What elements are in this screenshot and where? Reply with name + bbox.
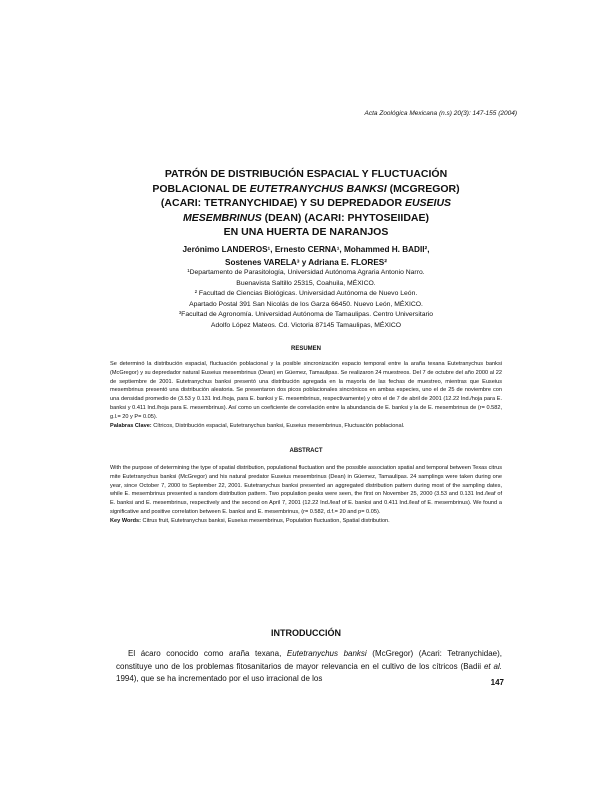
resumen-keywords: Palabras Clave: Cítricos, Distribución espacial, Eutetranychus banksi, Euseius mesembrinus, Fluctuación poblacional. xyxy=(110,422,405,429)
resumen-heading: RESUMEN xyxy=(290,346,321,352)
abstract-text: With the purpose of determining the type of spatial distribution, populational fluctuation and the possible association spatial and temporal between Texas citrus mite Eutetranychus banksi (McGregor) and his natural predator Euseius mesembrinus (Dean) in Güemez, Tamaulipas. 24 samplings were taken during one year, since October 7, 2000 to September 22, 2001. Eutetranychus banksi presented an aggregated distribution pattern during most of the sampling dates, while E. mesembrinus presented a random distribution pattern. Two population peaks were seen, the first on November 25, 2000 (3.53 and 0.131 Ind./leaf of E. banksi and E. mesembrinus, respectively and the second on April 7, 2001 (12.22 Ind./leaf of E. banksi and 0.411 Ind./leaf of E. mesembrinus). We found a significative and positive correlation between E. banksi and E. mesembrinus, (r= 0.582, d.f.= 20 and p= 0.05). xyxy=(110,465,502,515)
page-number: 147 xyxy=(490,678,504,687)
resumen-body xyxy=(110,360,502,430)
title-line-4: MESEMBRINUS (DEAN) (ACARI: PHYTOSEIIDAE) xyxy=(183,211,429,224)
affiliation-line: ² Facultad de Ciencias Biológicas. Universidad Autónoma de Nuevo León. xyxy=(194,290,418,298)
affiliation-line: Buenavista Saltillo 25315, Coahuila, MÉXICO. xyxy=(236,279,376,287)
authors-line-2: Sostenes VARELA³ y Adriana E. FLORES² xyxy=(225,258,387,267)
affiliation-line: Apartado Postal 391 San Nicolás de los Garza 66450. Nuevo León, MÉXICO. xyxy=(189,300,423,308)
title-line-3: (ACARI: TETRANYCHIDAE) Y SU DEPREDADOR EUSEIUS xyxy=(160,197,452,209)
affiliation-line: ¹Departamento de Parasitología, Universidad Autónoma Agraria Antonio Narro. xyxy=(187,269,425,276)
journal-citation: Acta Zoológica Mexicana (n.s) 20(3): 147-155 (2004) xyxy=(364,110,517,117)
resumen-text: Se determinó la distribución espacial, fluctuación poblacional y la posible sincronización espacio temporal entre la araña texana Eutetranychus banksi (McGregor) y su depredador natural Euseius mesembrinus (Dean) en Güemez, Tamaulipas. Se realizaron 24 muestreos. Del 7 de octubre del año 2000 al 22 de septiembre de 2001. Eutetranychus banksi presentó una distribución agregada en la mayoría de las fechas de muestreo, mientras que Euseius mesembrinus presentó una distribución aleatoria. Se presentaron dos picos poblacionales sincrónicos en ambas especies, uno el de 25 de noviembre con una densidad promedio de (3.53 y 0.131 Ind./hoja, para E. banksi y E. mesembrinus, respectivamente) y otro el de 7 de abril de 2001 (12.22 Ind./hoja para E. banksi y 0.411 Ind./hoja para E. mesembrinus). Así como un coeficiente de correlación entre la abundancia de E. banksi y la de E. mesembrinus de (r= 0.582, g.l.= 20 y P= 0.05). xyxy=(110,361,502,420)
paper-title xyxy=(100,167,512,240)
authors-line-1: Jerónimo LANDEROS¹, Ernesto CERNA¹, Mohammed H. BADII², xyxy=(182,245,430,254)
abstract-keywords: Key Words: Citrus fruit, Eutetranychus banksi, Euseius mesembrinus, Population fluctuation, Spatial distribution. xyxy=(110,517,390,524)
affiliation-line: ³Facultad de Agronomía. Universidad Autónoma de Tamaulipas. Centro Universitario xyxy=(178,311,434,319)
intro-paragraph: El ácaro conocido como araña texana, Eutetranychus banksi (McGregor) (Acari: Tetranychidae), constituye uno de los problemas fitosanitarios de mayor relevancia en el cultivo de los cítricos (Badii et al. 1994), que se ha incrementado por el uso irracional de los xyxy=(116,649,503,683)
title-line-2: POBLACIONAL DE EUTETRANYCHUS BANKSI (MCGREGOR) xyxy=(152,182,460,195)
title-line-5: EN UNA HUERTA DE NARANJOS xyxy=(223,226,389,238)
author-list xyxy=(100,243,512,269)
affiliation-line: Adolfo López Mateos. Cd. Victoria 87145 Tamaulipas, MÉXICO xyxy=(210,321,402,329)
title-line-1: PATRÓN DE DISTRIBUCIÓN ESPACIAL Y FLUCTUACIÓN xyxy=(164,168,448,180)
affiliations xyxy=(100,268,512,332)
intro-heading: INTRODUCCIÓN xyxy=(271,628,341,638)
intro-body xyxy=(116,648,502,686)
abstract-heading: ABSTRACT xyxy=(289,448,323,454)
abstract-body xyxy=(110,464,502,526)
